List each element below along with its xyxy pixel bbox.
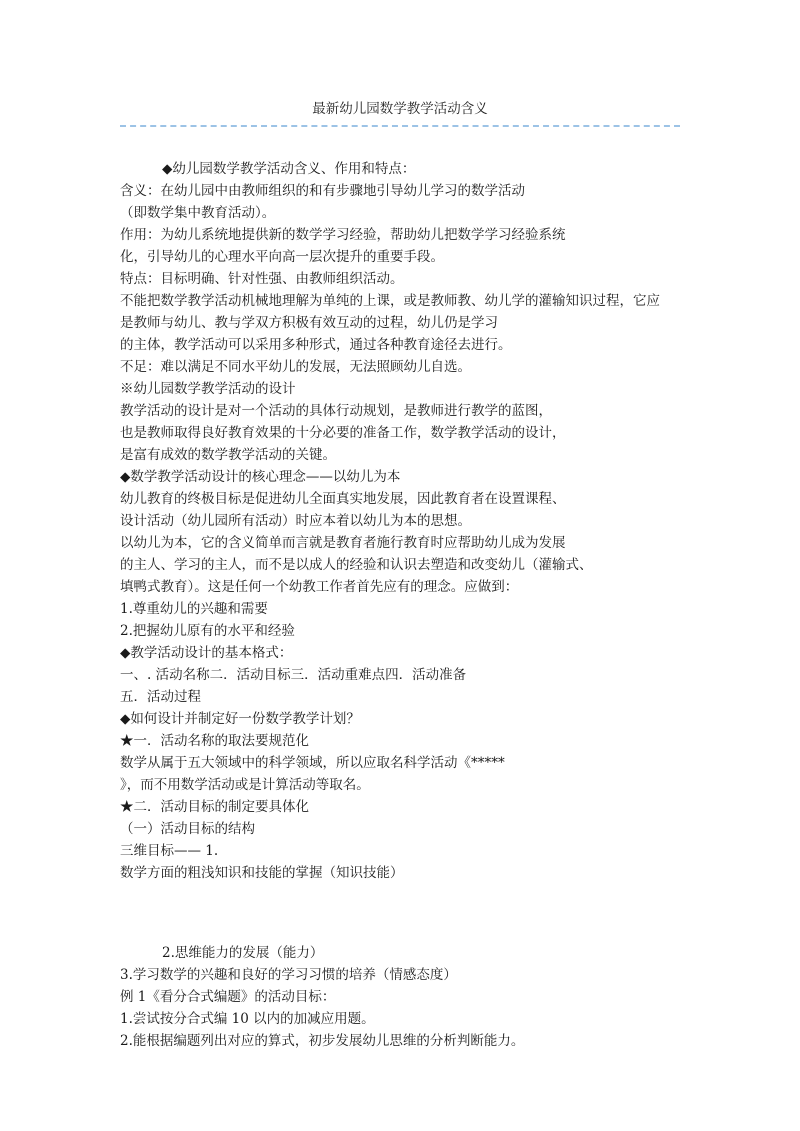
text-line: 1.尊重幼儿的兴趣和需要	[120, 601, 268, 617]
text-line: 2.能根据编题列出对应的算式，初步发展幼儿思维的分析判断能力。	[120, 1033, 525, 1049]
text-line: 2.思维能力的发展（能力）	[162, 945, 324, 961]
text-line: 也是教师取得良好教育效果的十分必要的准备工作，数学教学活动的设计，	[120, 425, 566, 441]
text-line: 教学活动的设计是对一个活动的具体行动规划，是教师进行教学的蓝图，	[120, 403, 552, 419]
text-line: 三维目标—— 1.	[120, 843, 219, 859]
text-line: 》，而不用数学活动或是计算活动等取名。	[120, 777, 370, 793]
document-title: 最新幼儿园数学教学活动含义	[312, 101, 488, 117]
text-line: 2.把握幼儿原有的水平和经验	[120, 623, 295, 639]
text-line: ※幼儿园数学教学活动的设计	[120, 381, 296, 397]
text-line: （即数学集中教育活动）。	[120, 205, 276, 221]
text-line: 数学方面的粗浅知识和技能的掌握（知识技能）	[120, 865, 404, 881]
text-line: ◆如何设计并制定好一份数学教学计划？	[120, 711, 360, 727]
text-line: ◆教学活动设计的基本格式：	[120, 645, 293, 661]
text-line: 含义：在幼儿园中由教师组织的和有步骤地引导幼儿学习的数学活动	[120, 183, 525, 199]
text-line: 作用：为幼儿系统地提供新的数学学习经验，帮助幼儿把数学学习经验系统	[120, 227, 566, 243]
text-line: 例 1《看分合式编题》的活动目标：	[120, 989, 336, 1005]
text-line: 以幼儿为本，它的含义简单而言就是教育者施行教育时应帮助幼儿成为发展	[120, 535, 566, 551]
text-line: ◆幼儿园数学教学活动含义、作用和特点：	[162, 161, 416, 177]
text-line: ★一．活动名称的取法要规范化	[120, 733, 309, 749]
text-line: 的主体，教学活动可以采用多种形式，通过各种教育途径去进行。	[120, 337, 512, 353]
text-line: 特点：目标明确、针对性强、由教师组织活动。	[120, 271, 404, 287]
text-line: 一、. 活动名称二．活动目标三．活动重难点四．活动准备	[120, 667, 467, 683]
title-divider	[120, 125, 680, 127]
text-line: 3.学习数学的兴趣和良好的学习习惯的培养（情感态度）	[120, 967, 457, 983]
text-line: 五．活动过程	[120, 689, 201, 705]
text-line: 化，引导幼儿的心理水平向高一层次提升的重要手段。	[120, 249, 444, 265]
text-line: 填鸭式教育）。这是任何一个幼教工作者首先应有的理念。应做到：	[120, 579, 519, 595]
text-line: ◆数学教学活动设计的核心理念——以幼儿为本	[120, 469, 401, 485]
text-line: 的主人、学习的主人，而不是以成人的经验和认识去塑造和改变幼儿（灌输式、	[120, 557, 593, 573]
text-line: 幼儿教育的终极目标是促进幼儿全面真实地发展，因此教育者在设置课程、	[120, 491, 566, 507]
text-line: 设计活动（幼儿园所有活动）时应本着以幼儿为本的思想。	[120, 513, 471, 529]
text-line: 1.尝试按分合式编 10 以内的加减应用题。	[120, 1011, 375, 1027]
text-line: ★二．活动目标的制定要具体化	[120, 799, 309, 815]
text-line: 是富有成效的数学教学活动的关键。	[120, 447, 336, 463]
text-line: （一）活动目标的结构	[120, 821, 255, 837]
text-line: 数学从属于五大领域中的科学领域，所以应取名科学活动《*****	[120, 755, 505, 771]
text-line: 不足：难以满足不同水平幼儿的发展，无法照顾幼儿自选。	[120, 359, 471, 375]
text-line: 是教师与幼儿、教与学双方积极有效互动的过程，幼儿仍是学习	[120, 315, 498, 331]
text-line: 不能把数学教学活动机械地理解为单纯的上课，或是教师教、幼儿学的灌输知识过程，它应	[120, 293, 660, 309]
